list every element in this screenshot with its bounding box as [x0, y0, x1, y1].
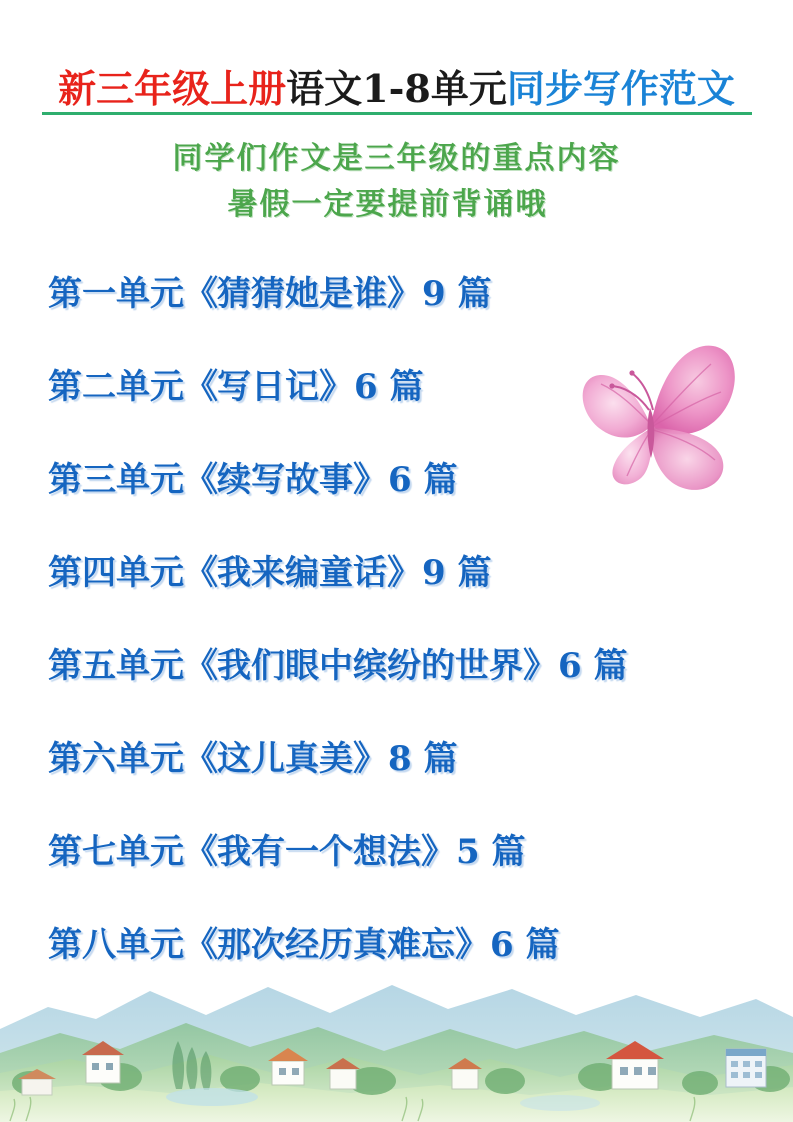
list-item — [48, 620, 768, 713]
bracket-close: 》 — [319, 367, 352, 407]
subtitle-block — [0, 136, 793, 228]
unit-count: 6 篇 — [490, 925, 560, 965]
unit-label: 第一单元 — [48, 274, 184, 314]
bracket-open: 《 — [184, 274, 217, 314]
title-part-dark: 语文1-8单元 — [286, 66, 507, 111]
bracket-close: 》 — [421, 832, 454, 872]
bracket-close: 》 — [353, 739, 386, 779]
unit-topic: 我有一个想法 — [217, 832, 421, 872]
unit-topic: 这儿真美 — [217, 739, 353, 779]
unit-label: 第三单元 — [48, 460, 184, 500]
unit-count: 6 篇 — [558, 646, 628, 686]
bracket-open: 《 — [184, 460, 217, 500]
unit-topic: 猜猜她是谁 — [217, 274, 387, 314]
list-item — [48, 806, 768, 899]
subtitle-line-2: 暑假一定要提前背诵哦 — [227, 187, 548, 222]
unit-label: 第六单元 — [48, 739, 184, 779]
unit-count: 5 篇 — [456, 832, 526, 872]
list-item — [48, 434, 768, 527]
unit-label: 第八单元 — [48, 925, 184, 965]
page-title — [0, 58, 793, 113]
unit-list — [48, 248, 768, 992]
unit-label: 第七单元 — [48, 832, 184, 872]
unit-count: 9 篇 — [422, 274, 492, 314]
bracket-open: 《 — [184, 925, 217, 965]
bracket-close: 》 — [353, 460, 386, 500]
unit-topic: 我们眼中缤纷的世界 — [217, 646, 523, 686]
bracket-open: 《 — [184, 367, 217, 407]
bracket-close: 》 — [455, 925, 488, 965]
unit-topic: 续写故事 — [217, 460, 353, 500]
bracket-close: 》 — [523, 646, 556, 686]
bracket-open: 《 — [184, 646, 217, 686]
village-landscape-icon — [0, 957, 793, 1122]
bracket-open: 《 — [184, 832, 217, 872]
title-part-blue: 同步写作范文 — [506, 66, 735, 111]
list-item — [48, 527, 768, 620]
unit-label: 第五单元 — [48, 646, 184, 686]
title-underline-divider — [42, 112, 752, 115]
unit-topic: 那次经历真难忘 — [217, 925, 455, 965]
subtitle-line-1: 同学们作文是三年级的重点内容 — [172, 141, 621, 176]
bracket-close: 》 — [387, 274, 420, 314]
bracket-open: 《 — [184, 553, 217, 593]
list-item — [48, 248, 768, 341]
bracket-close: 》 — [387, 553, 420, 593]
unit-count: 6 篇 — [388, 460, 458, 500]
unit-topic: 写日记 — [217, 367, 319, 407]
unit-count: 6 篇 — [354, 367, 424, 407]
list-item — [48, 341, 768, 434]
unit-topic: 我来编童话 — [217, 553, 387, 593]
title-part-red: 新三年级上册 — [58, 66, 287, 111]
unit-label: 第四单元 — [48, 553, 184, 593]
unit-count: 8 篇 — [388, 739, 458, 779]
list-item — [48, 713, 768, 806]
bracket-open: 《 — [184, 739, 217, 779]
unit-count: 9 篇 — [422, 553, 492, 593]
unit-label: 第二单元 — [48, 367, 184, 407]
